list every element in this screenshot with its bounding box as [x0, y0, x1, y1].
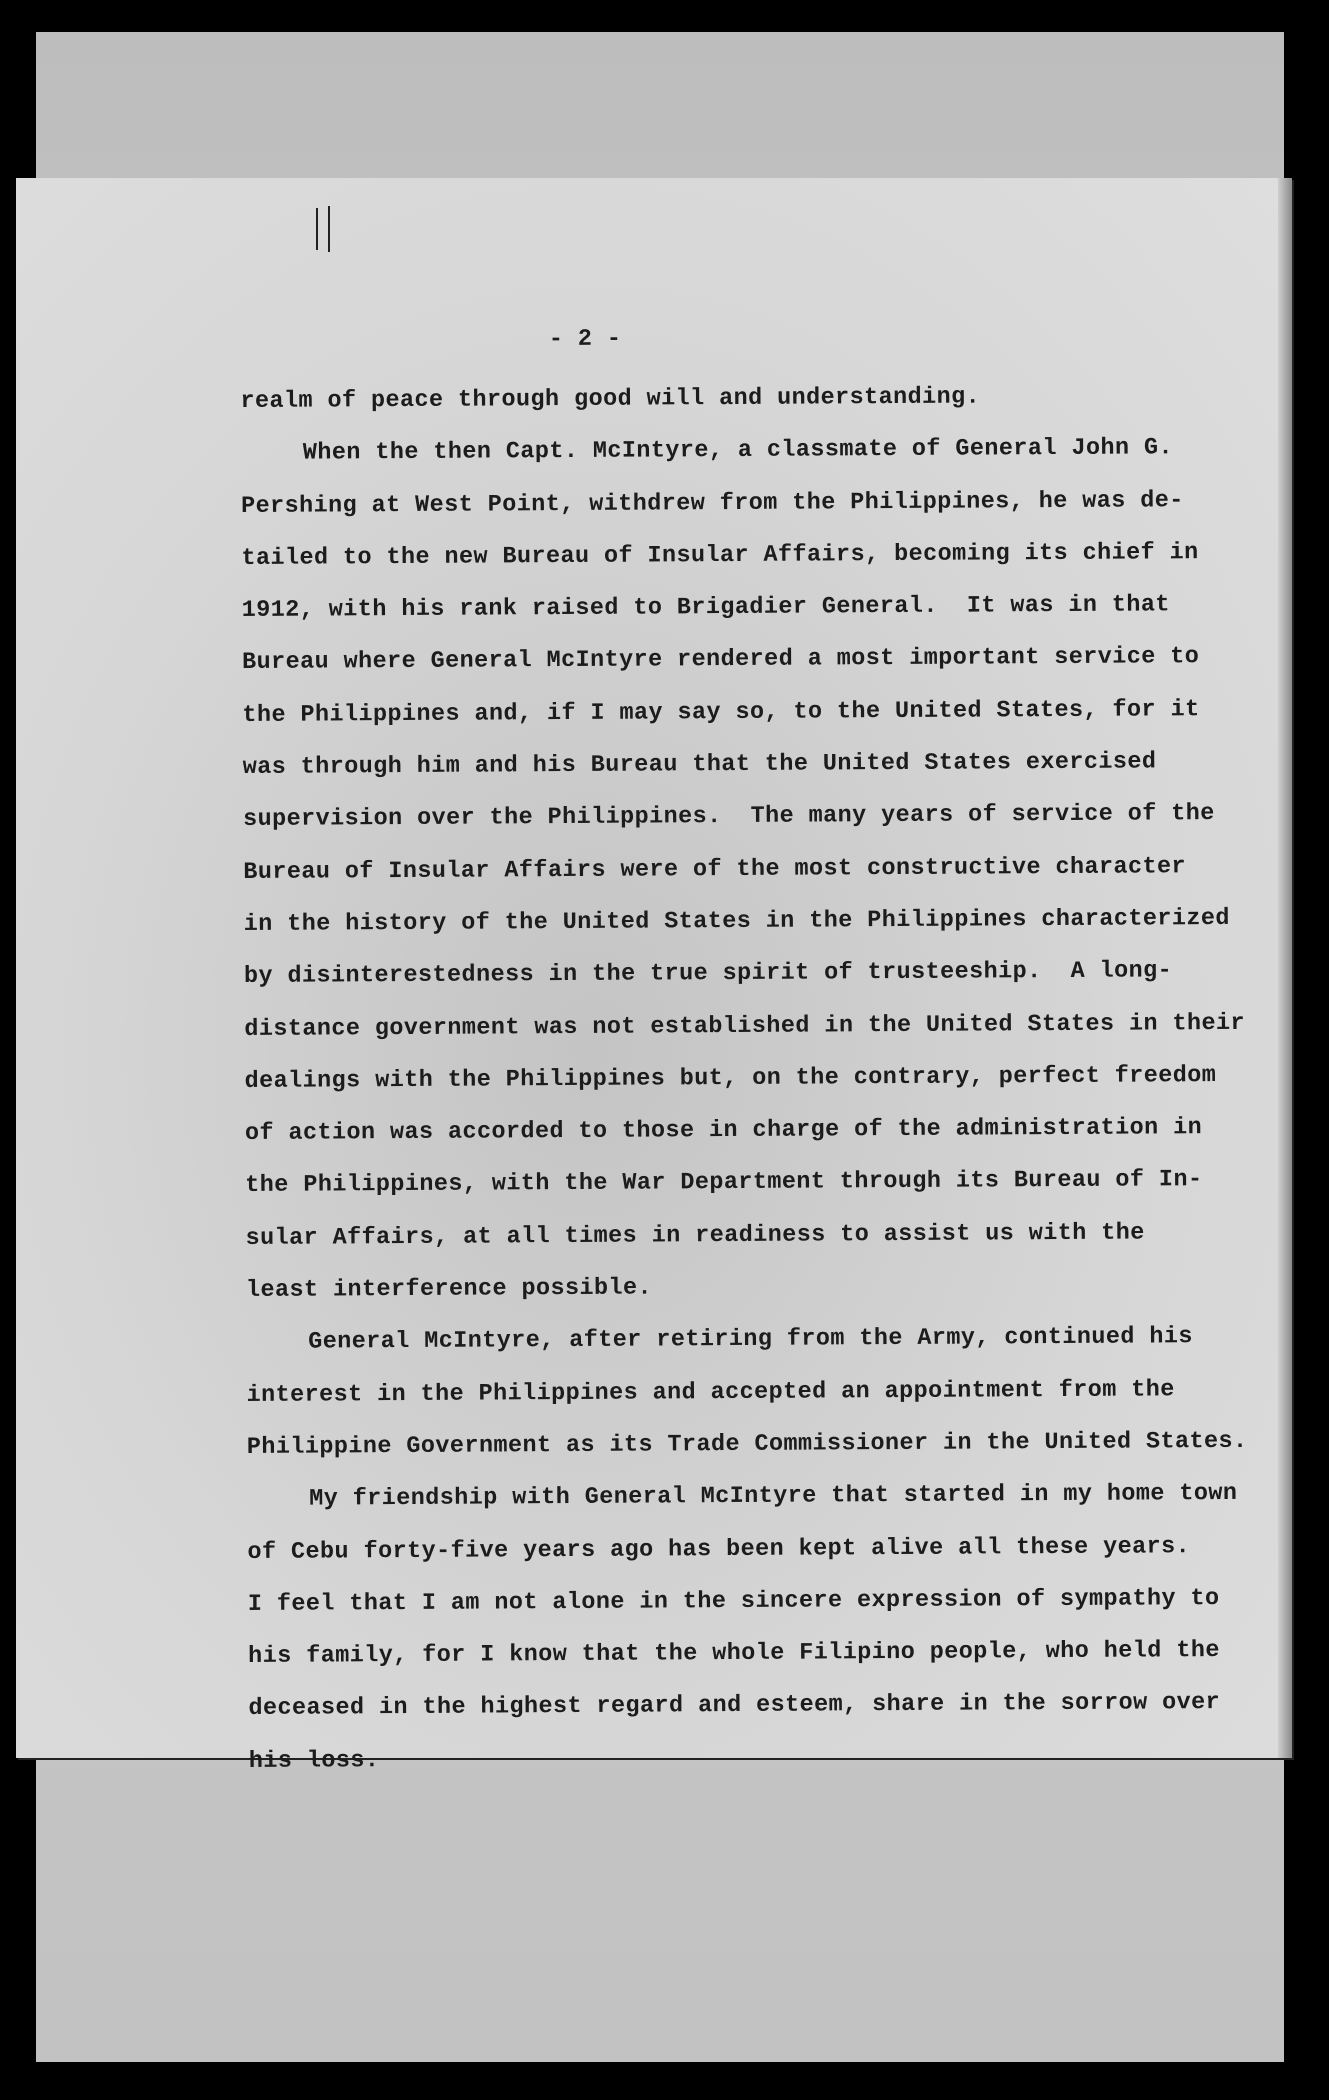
text-line: 1912, with his rank raised to Brigadier General. It was in that — [241, 591, 1170, 625]
text-line: was through him and his Bureau that the United States exercised — [242, 748, 1157, 782]
text-line: interest in the Philippines and accepted an appointment from the — [246, 1375, 1175, 1409]
text-line: realm of peace through good will and understanding. — [240, 383, 981, 415]
margin-tick-mark — [316, 208, 318, 250]
text-line: of Cebu forty-five years ago has been kept alive all these years. — [247, 1532, 1191, 1566]
text-line: his loss. — [248, 1746, 380, 1775]
margin-tick-mark-2 — [328, 206, 330, 252]
text-line: Pershing at West Point, withdrew from the Philippines, he was de- — [241, 486, 1184, 520]
text-line: My friendship with General McIntyre that started in my home town — [309, 1480, 1238, 1513]
text-line: in the history of the United States in the Philippines characterized — [243, 904, 1230, 938]
text-line: I feel that I am not alone in the sincere expression of sympathy to — [247, 1584, 1220, 1618]
text-line: Philippine Government as its Trade Commissioner in the United States. — [246, 1427, 1248, 1461]
text-line: distance government was not established in the United States in their — [244, 1009, 1246, 1043]
text-line: When the then Capt. McIntyre, a classmate of General John G. — [302, 434, 1174, 467]
text-line: deceased in the highest regard and esteem, share in the sorrow over — [248, 1689, 1221, 1723]
paragraph — [240, 370, 1180, 428]
text-line: of action was accorded to those in charge of the administration in — [244, 1114, 1203, 1148]
text-line: the Philippines, with the War Department through its Bureau of In- — [245, 1166, 1203, 1200]
text-line: Bureau where General McIntyre rendered a most important service to — [242, 643, 1200, 677]
paragraph — [241, 423, 1246, 1318]
text-line: tailed to the new Bureau of Insular Affairs, becoming its chief in — [241, 539, 1199, 572]
text-line: least interference possible. — [245, 1274, 653, 1305]
text-line: dealings with the Philippines but, on the contrary, perfect freedom — [244, 1061, 1217, 1095]
document-body — [240, 316, 1248, 1788]
text-line: by disinterestedness in the true spirit of trusteeship. A long- — [243, 957, 1173, 991]
text-line: General McIntyre, after retiring from the Army, continued his — [308, 1323, 1193, 1356]
text-line: his family, for I know that the whole Filipino people, who held the — [248, 1637, 1220, 1671]
paragraph — [246, 1312, 1248, 1475]
text-line: supervision over the Philippines. The many years of service of the — [242, 800, 1215, 834]
text-line: sular Affairs, at all times in readiness to assist us with the — [245, 1219, 1145, 1252]
text-line: Bureau of Insular Affairs were of the most constructive character — [243, 852, 1187, 886]
page-number: - 2 - — [548, 325, 622, 354]
paragraphs — [240, 370, 1248, 1788]
text-line: the Philippines and, if I may say so, to the United States, for it — [242, 695, 1200, 729]
paragraph — [247, 1468, 1238, 1788]
